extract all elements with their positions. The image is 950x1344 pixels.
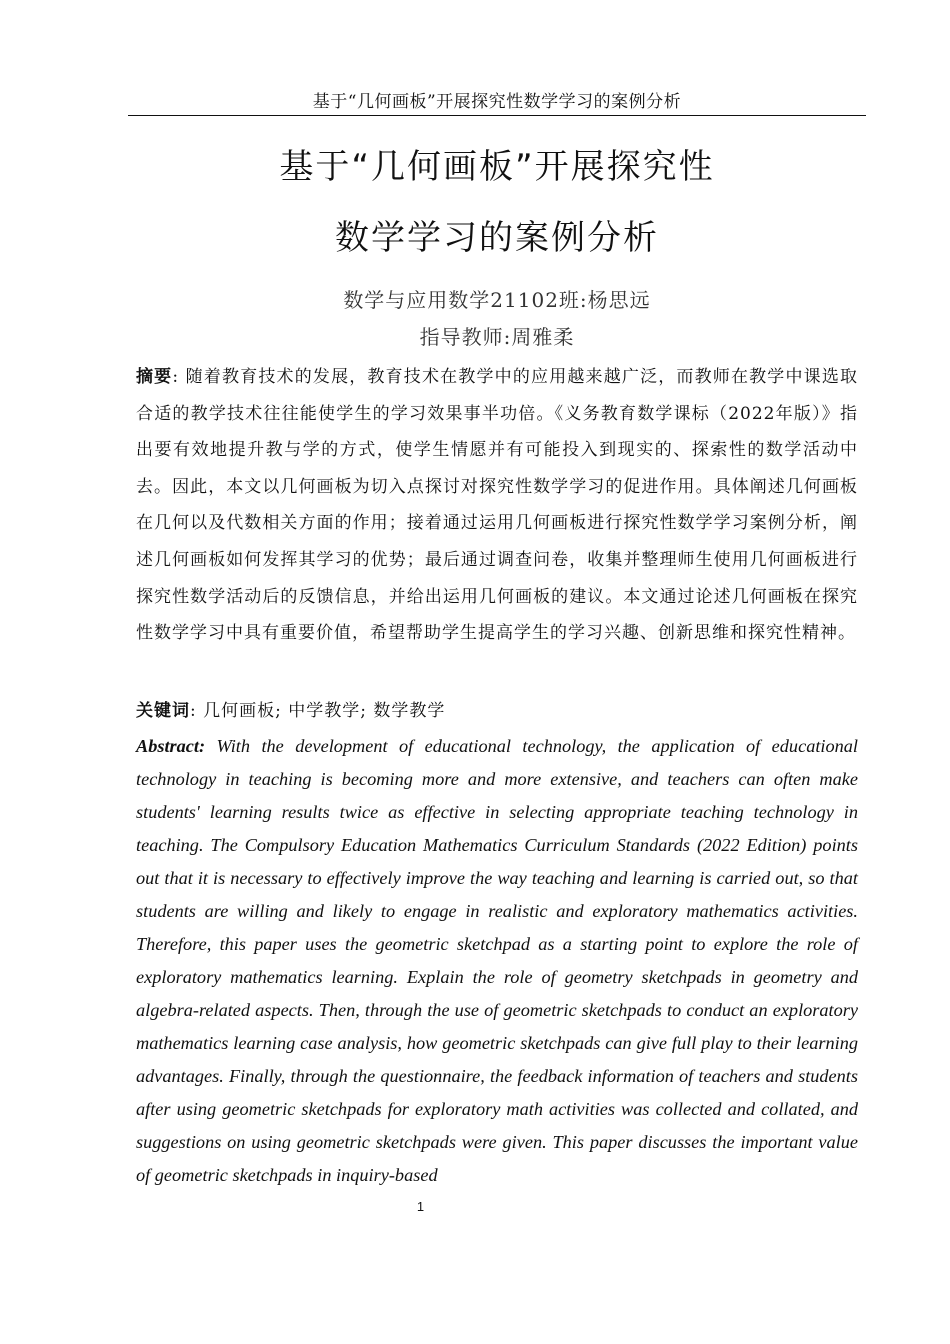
author-class-name: 数学与应用数学21102班:杨思远 [343,288,651,312]
abstract-chinese-label: 摘要 [136,367,173,387]
abstract-english [136,730,858,1192]
keywords-label: 关键词 [136,701,190,721]
abstract-english-label: Abstract: [136,736,206,756]
abstract-chinese-text: 随着教育技术的发展，教育技术在教学中的应用越来越广泛，而教师在教学中课选取合适的教学技术往往能使学生的学习效果事半功倍。《义务教育数学课标（2022年版）》指出要有效地提升教与学的方式，使学生情愿并有可能投入到现实的、探索性的数学活动中去。因此，本文以几何画板为切入点探讨对探究性数学学习的促进作用。具体阐述几何画板在几何以及代数相关方面的作用；接着通过运用几何画板进行探究性数学学习案例分析，阐述几何画板如何发挥其学习的优势；最后通过调查问卷，收集并整理师生使用几何画板进行探究性数学活动后的反馈信息，并给出运用几何画板的建议。本文通过论述几何画板在探究性数学学习中具有重要价值，希望帮助学生提高学生的学习兴趣、创新思维和探究性精神。 [136,367,859,644]
running-header: 基于“几何画板”开展探究性数学学习的案例分析 [312,92,682,112]
advisor-name: 指导教师:周雅柔 [419,325,575,349]
abstract-chinese [136,359,858,652]
page-number: 1 [416,1199,425,1214]
title-line-2: 数学学习的案例分析 [335,218,659,258]
keywords [136,697,858,725]
title-line-1: 基于“几何画板”开展探究性 [279,147,715,187]
abstract-english-text: With the development of educational technology, the application of educational technology in teaching is becoming more and more extensive, and teachers can often make students' learning results twice as effective in selecting appropriate teaching technology in teaching. The Compulsory Education Mathematics Curriculum Standards (2022 Edition) points out that it is necessary to effectively improve the way teaching and learning is carried out, so that students are willing and likely to engage in realistic and exploratory mathematics activities. Therefore, this paper uses the geometric sketchpad as a starting point to explore the role of exploratory mathematics learning. Explain the role of geometry sketchpads in geometry and algebra-related aspects. Then, through the use of geometric sketchpads to conduct an exploratory mathematics learning case analysis, how geometric sketchpads can give full play to their learning advantages. Finally, through the questionnaire, the feedback information of teachers and students after using geometric sketchpads for exploratory math activities was collected and collated, and suggestions on using geometric sketchpads were given. This paper discusses the important value of geometric sketchpads in inquiry-based [136,736,858,1185]
keywords-separator: : [190,701,204,721]
keywords-text: 几何画板; 中学教学; 数学教学 [203,701,446,721]
header-rule [128,115,866,116]
abstract-chinese-separator: : [172,367,186,387]
